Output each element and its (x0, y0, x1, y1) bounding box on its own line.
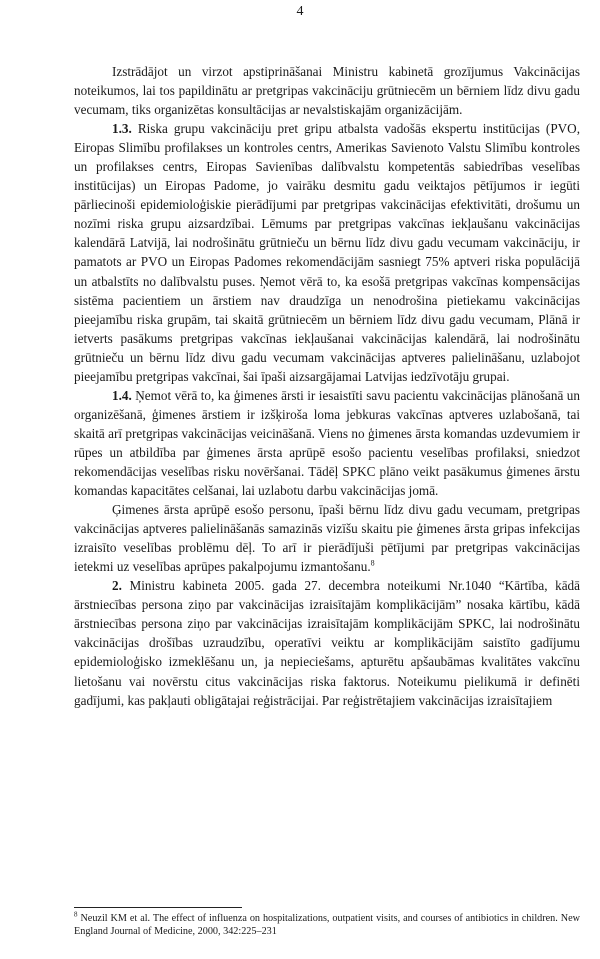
footnote-mark: 8 (74, 910, 78, 919)
footnote-divider (74, 907, 242, 908)
footnote-text: Neuzil KM et al. The effect of influenza on hospitalizations, outpatient visits, and courses of antibiotics in children. New England Journal of Medicine, 2000, 342:225–231 (74, 913, 581, 937)
paragraph-1-4-number: 1.4. (112, 387, 132, 403)
paragraph-1-4-text: Ņemot vērā to, ka ģimenes ārsti ir iesaistīti savu pacientu vakcinācijas plānošanā un organizēšanā, ģimenes ārstiem ir izšķiroša loma jebkuras vakcīnas aptveres uzlabošanā, tai skaitā arī pretgripas vakcinācijas veicināšanā. Viens no ģimenes ārsta komandas uzdevumiem ir rūpes un atbildība par ģimenes ārsta aprūpē esošo pacientu veselības profilaksi, sniedzot rekomendācijas veselības risku novēršanai. Tādēļ SPKC plāno veikt pasākumus ģimenes ārstu komandas kapacitātes celšanai, lai uzlabotu darbu vakcinācijas jomā. (74, 387, 580, 499)
footnote (74, 912, 580, 938)
body-text (74, 62, 580, 710)
paragraph-2-text: Ministru kabineta 2005. gada 27. decembra noteikumi Nr.1040 “Kārtība, kādā ārstniecības persona ziņo par vakcinācijas izraisītajām komplikācijām” nosaka kārtību, kādā ārstniecības persona ziņo par vakcinācijas izraisītajām komplikācijām SPKC, lai nodrošinātu vakcinācijas drošības uzraudzību, operatīvi veiktu ar komplikācijām saistīto gadījumu epidemioloģisko izmeklēšanu un, ja nepieciešams, apturētu apšaubāmas kvalitātes vakcīnu lietošanu vai novērstu citus vakcinācijas riska faktorus. Noteikumu pielikumā ir definēti gadījumi, kas pakļauti obligātajai reģistrācijai. Par reģistrētajiem vakcinācijas izraisītajiem (74, 578, 580, 708)
paragraph-1-3-number: 1.3. (112, 121, 132, 137)
paragraph-2-number: 2. (112, 578, 122, 594)
footnote-reference[interactable]: 8 (370, 558, 375, 568)
paragraph-1-3 (74, 119, 580, 386)
paragraph-intro-text: Izstrādājot un virzot apstiprināšanai Ministru kabinetā grozījumus Vakcinācijas noteikumos, lai tos papildinātu ar pretgripas vakcināciju grūtniecēm un bērniem līdz divu gadu vecumam, tiks organizētas konsultācijas ar nevalstiskajām organizācijām. (74, 64, 580, 118)
page-number: 4 (296, 4, 304, 19)
paragraph-intro (74, 62, 580, 119)
paragraph-family-doctor (74, 500, 580, 576)
paragraph-2 (74, 576, 580, 709)
paragraph-family-doctor-text: Ģimenes ārsta aprūpē esošo personu, īpaši bērnu līdz divu gadu vecumam, pretgripas vakcinācijas aptveres palielināšanās samazinās vizīšu skaitu pie ģimenes ārsta gripas infekcijas izraisīto veselības problēmu dēļ. To arī ir pierādījuši pētījumi par pretgripas vakcinācijas ietekmi uz veselības aprūpes pakalpojumu izmantošanu. (74, 502, 580, 575)
paragraph-1-4 (74, 386, 580, 500)
paragraph-1-3-text: Riska grupu vakcināciju pret gripu atbalsta vadošās ekspertu institūcijas (PVO, Eiropas Slimību profilakses un kontroles centrs, Amerikas Savienoto Valstu Slimību kontroles un profilakses centrs, Eiropas Savienības dalībvalstu kompetentās sabiedrības veselības institūcijas) un Eiropas Padome, jo vairāku desmitu gadu veiktajos pētījumos ir iegūti pārliecinoši epidemioloģiskie pierādījumi par pretgripas vakcinācijas efektivitāti, drošumu un nozīmi riska grupu aizsardzībai. Lēmums par pretgripas vakcīnas iekļaušanu vakcinācijas kalendārā Latvijā, lai nodrošinātu grūtnieču un bērnu līdz divu gadu vecumam vakcināciju, ir pamatots ar PVO un Eiropas Padomes rekomendācijām sasniegt 75% aptveri riska populācijā un atbalstīts no dalībvalstu puses. Ņemot vērā to, ka esošā pretgripas vakcīnas kompensācijas sistēma pacientiem un ārstiem nav draudzīga un nenodrošina pietiekamu vakcinācijas pieejamību riska grupām, tai skaitā grūtniecēm un bērniem līdz divu gadu vecumam, Plānā ir ietverts pasākums pretgripas vakcīnas iekļaušanai vakcinācijas kalendārā, lai nodrošinātu grūtnieču un bērnu līdz divu gadu vecumam vakcinācijas aptveres palielināšanu, uzlabojot pieejamību pretgripas vakcīnai, šai īpaši aizsargājamai Latvijas iedzīvotāju grupai. (74, 121, 581, 384)
